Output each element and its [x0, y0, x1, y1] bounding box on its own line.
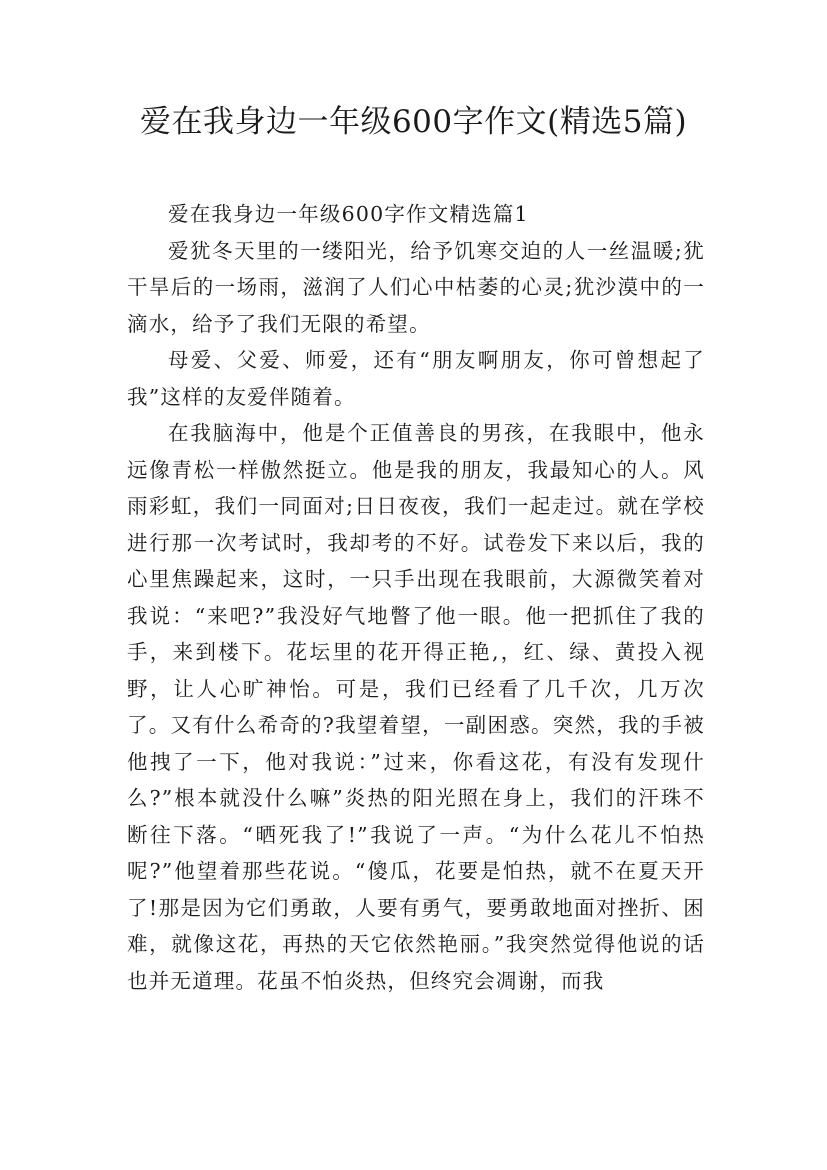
document-title: 爱在我身边一年级600字作文(精选5篇): [139, 104, 688, 140]
paragraph: 母爱、父爱、师爱，还有“朋友啊朋友，你可曾想起了我”这样的友爱伴随着。: [127, 348, 705, 409]
section-heading: 爱在我身边一年级600字作文精选篇1: [168, 202, 529, 226]
document-body: [127, 196, 705, 999]
paragraph: 爱犹冬天里的一缕阳光，给予饥寒交迫的人一丝温暖;犹干旱后的一场雨，滋润了人们心中枯萎的心灵;犹沙漠中的一滴水，给予了我们无限的希望。: [127, 238, 705, 336]
paragraph: 在我脑海中，他是个正值善良的男孩，在我眼中，他永远像青松一样傲然挺立。他是我的朋友，我最知心的人。风雨彩虹，我们一同面对;日日夜夜，我们一起走过。就在学校进行那一次考试时，我却考的不好。试卷发下来以后，我的心里焦躁起来，这时，一只手出现在我眼前，大源微笑着对我说：“来吧?”我没好气地瞥了他一眼。他一把抓住了我的手，来到楼下。花坛里的花开得正艳,，红、绿、黄投入视野，让人心旷神怡。可是，我们已经看了几千次，几万次了。又有什么希奇的?我望着望，一副困惑。突然，我的手被他拽了一下，他对我说：”过来，你看这花，有没有发现什么?”根本就没什么嘛”炎热的阳光照在身上，我们的汗珠不断往下落。“晒死我了!”我说了一声。“为什么花儿不怕热呢?”他望着那些花说。“傻瓜，花要是怕热，就不在夏天开了!那是因为它们勇敢，人要有勇气，要勇敢地面对挫折、困难，就像这花，再热的天它依然艳丽。”我突然觉得他说的话也并无道理。花虽不怕炎热，但终究会凋谢，而我: [127, 421, 705, 993]
